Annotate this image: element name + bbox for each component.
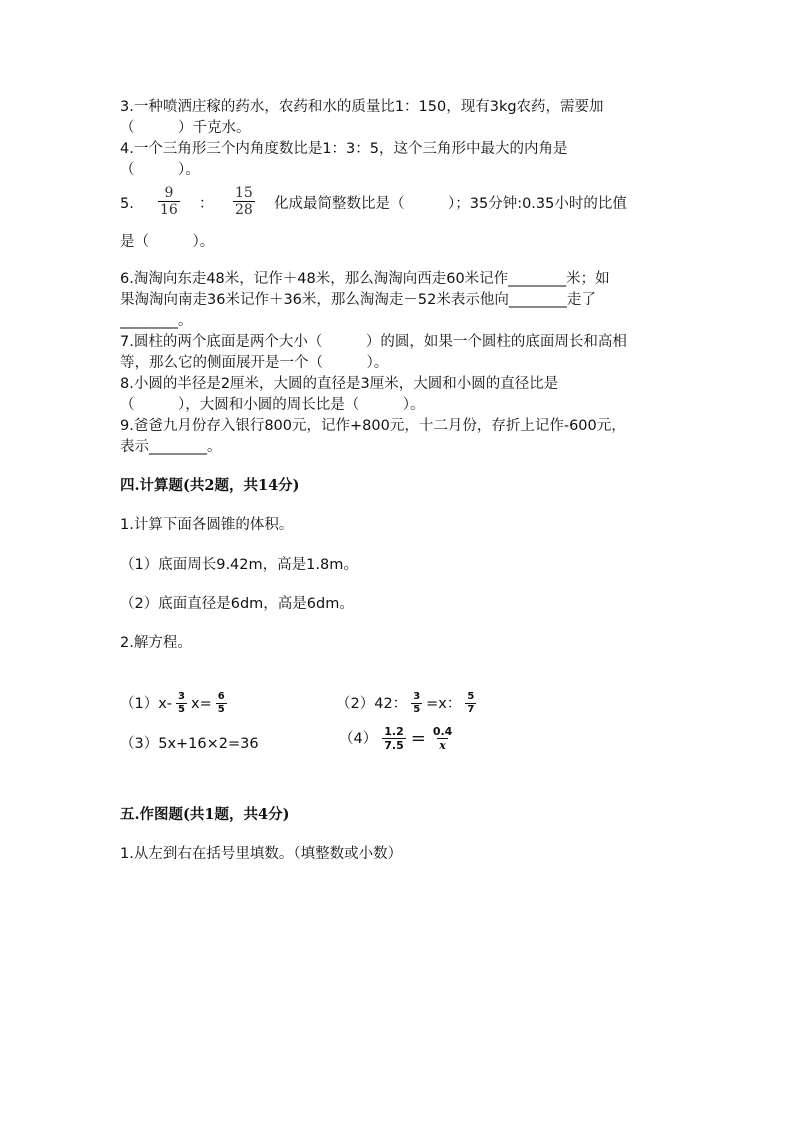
eq1-fraction-1	[176, 692, 187, 715]
eq4-f2-denominator: x	[439, 739, 446, 752]
eq4-equals: =	[410, 727, 426, 749]
section4-q2-title: 2.解方程。	[120, 635, 192, 651]
q8-line1: 8.小圆的半径是2厘米，大圆的直径是3厘米，大圆和小圆的直径比是	[120, 376, 559, 392]
q4-line1: 4.一个三角形三个内角度数比是1：3：5，这个三角形中最大的内角是	[120, 141, 568, 157]
q5-text-after: 化成最简整数比是（ ）；35分钟:0.35小时的比值	[274, 196, 627, 212]
q6-line2: 果淘淘向南走36米记作＋36米，那么淘淘走－52米表示他向________走了	[120, 292, 596, 308]
eq2-fraction-1	[411, 692, 422, 715]
q5-colon: ：	[199, 196, 214, 212]
eq1-fraction-2	[216, 692, 227, 715]
eq1-prefix: （1）x-	[120, 695, 173, 712]
eq2-f1-numerator: 3	[413, 691, 421, 702]
q7-line1: 7.圆柱的两个底面是两个大小（ ）的圆，如果一个圆柱的底面周长和高相	[120, 334, 627, 350]
q9-line2: 表示________。	[120, 439, 222, 455]
q5-frac2-numerator: 15	[235, 185, 253, 201]
equation-4	[339, 726, 454, 751]
eq4-fraction-1	[382, 726, 406, 751]
q5-fraction-1	[158, 186, 180, 217]
equation-3: （3）5x+16×2=36	[120, 736, 259, 752]
q5-frac1-denominator: 16	[160, 202, 178, 218]
q6-line1: 6.淘淘向东走48米，记作＋48米，那么淘淘向西走60米记作________米；如	[120, 271, 610, 287]
eq1-f1-denominator: 5	[178, 704, 186, 715]
section5-q1-title: 1.从左到右在括号里填数。（填整数或小数）	[120, 846, 403, 862]
section4-q1-title: 1.计算下面各圆锥的体积。	[120, 517, 294, 533]
q3-line1: 3.一种喷洒庄稼的药水，农药和水的质量比1：150，现有3kg农药，需要加	[120, 99, 604, 115]
equation-1	[120, 692, 227, 715]
eq4-f1-denominator: 7.5	[384, 739, 404, 752]
eq1-mid: x=	[191, 695, 212, 712]
eq4-fraction-2	[431, 726, 455, 751]
q8-line2: （ ），大圆和小圆的周长比是（ ）。	[120, 397, 425, 413]
section5-title: 五.作图题(共1题，共4分)	[120, 806, 290, 823]
q9-line1: 9.爸爸九月份存入银行800元，记作+800元，十二月份，存折上记作-600元，	[120, 418, 626, 434]
q5-number: 5.	[120, 196, 134, 212]
eq4-f1-numerator: 1.2	[384, 725, 404, 738]
eq2-fraction-2	[465, 692, 476, 715]
q5-line2: 是（ ）。	[120, 234, 215, 250]
section4-q1-a: （1）底面周长9.42m，高是1.8m。	[120, 557, 358, 573]
eq2-f1-denominator: 5	[413, 704, 421, 715]
eq1-f1-numerator: 3	[178, 691, 186, 702]
eq2-mid: =x：	[426, 695, 462, 712]
section4-title: 四.计算题(共2题，共14分)	[120, 477, 300, 494]
q5-frac2-denominator: 28	[235, 202, 253, 218]
eq2-f2-numerator: 5	[467, 691, 475, 702]
q3-line2: （ ）千克水。	[120, 120, 251, 136]
section4-q1-b: （2）底面直径是6dm，高是6dm。	[120, 596, 354, 612]
eq4-prefix: （4）	[339, 730, 378, 747]
q5-frac1-numerator: 9	[164, 185, 174, 201]
q6-line3: ________。	[120, 313, 193, 329]
equation-2	[336, 692, 476, 715]
q4-line2: （ ）。	[120, 162, 200, 178]
eq4-f2-numerator: 0.4	[432, 725, 453, 738]
eq2-f2-denominator: 7	[467, 704, 475, 715]
eq2-prefix: （2）42：	[336, 695, 408, 712]
eq1-f2-denominator: 5	[217, 704, 225, 715]
eq1-f2-numerator: 6	[217, 691, 225, 702]
q7-line2: 等，那么它的侧面展开是一个（ ）。	[120, 355, 389, 371]
q5-fraction-2	[233, 186, 255, 217]
